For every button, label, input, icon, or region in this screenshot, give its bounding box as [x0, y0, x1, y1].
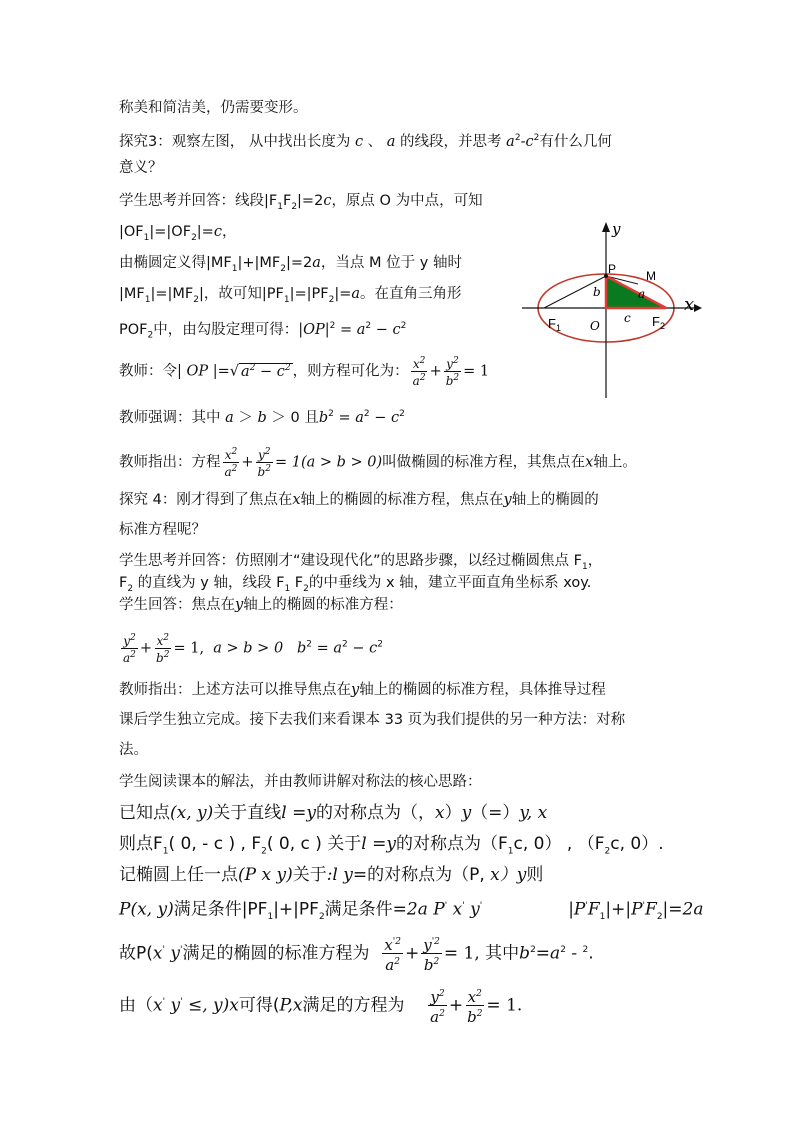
- y-axis-arrow: [602, 222, 610, 232]
- point-p-label: P: [608, 262, 617, 276]
- x-axis-arrow: [694, 304, 702, 312]
- text-line: 意义？: [119, 160, 163, 176]
- text-line: 学生思考并回答：仿照刚才“建设现代化”的思路步骤，以经过椭圆焦点 $F_1$，: [119, 553, 603, 572]
- text-line: $|MF_1|=|MF_2|$，故可知$|PF_1|=|PF_2|=a$。在直角三角形: [119, 286, 462, 305]
- text-line: 标准方程呢？: [119, 522, 206, 538]
- text-line: 教师指出：上述方法可以推导焦点在y轴上的椭圆的标准方程，具体推导过程: [119, 682, 606, 698]
- text-line: 由椭圆定义得$|MF_1|+|MF_2|=2a$，当点 M 位于 y 轴时: [119, 255, 462, 274]
- side-c-label: c: [624, 311, 631, 325]
- text-line: 已知点(x, y)关于直线l =y的对称点为（，x）y（=）y, x: [119, 803, 548, 823]
- text-line: 记椭圆上任一点(P x y)关于:l y=的对称点为（P, x）y则: [119, 865, 544, 885]
- text-line: $\frac{y^2}{a^2}$ + $\frac{x^2}{b^2}$ = 1, a > b > 0 $b^2 = a^2 - c^2$: [123, 633, 384, 665]
- text-line: 教师：令| OP |=√ $a^2 - c^2$ ，则方程可化为： $\frac{x^2}{a^2}$ + $\frac{y^2}{b^2}$ = 1: [119, 356, 490, 388]
- text-line: 探究3：观察左图， 从中找出长度为 c 、 a 的线段，并思考 $a^2-c^2$有什么几何: [119, 133, 612, 150]
- text-line: $F_2$ 的直线为 y 轴，线段 $F_1$ $F_2$的中垂线为 x 轴，建立平面直角坐标系 xoy.: [119, 575, 592, 594]
- text-line: 教师指出：方程 $\frac{x^2}{a^2}$ + $\frac{y^2}{b^2}$ = 1(a > b > 0)叫做椭圆的标准方程，其焦点在x轴上。: [119, 447, 637, 479]
- focus-f2-label: $F_2$: [652, 314, 665, 331]
- text-line: 法。: [119, 742, 148, 758]
- text-line: 称美和简洁美，仍需要变形。: [119, 100, 308, 116]
- text-line: 故P(x' y'满足的椭圆的标准方程为 $\frac{x^{'2}}{a^2}$ + $\frac{y^{'2}}{b^2}$ = 1, 其中$b^2=a^2 - ^2$.: [119, 936, 594, 974]
- text-line: 学生思考并回答：线段$|F_1F_2|=2c$，原点 O 为中点，可知: [119, 193, 483, 212]
- text-line: 学生阅读课本的解法，并由教师讲解对称法的核心思路：: [119, 774, 482, 790]
- text-line: 教师强调：其中 a ＞ b ＞ 0 且$b^2 = a^2 - c^2$: [119, 409, 405, 426]
- side-a-label: a: [638, 287, 646, 301]
- x-axis-label: x: [684, 294, 695, 315]
- text-line: 探究 4：刚才得到了焦点在x轴上的椭圆的标准方程，焦点在y轴上的椭圆的: [119, 492, 599, 508]
- origin-label: O: [590, 319, 600, 333]
- right-triangle: [606, 276, 666, 308]
- text-line: P(x, y)满足条件$|PF_1|+|PF_2$满足条件=2a P' x' y' $|P'F_1|+|P'F_2|=2a$: [119, 899, 704, 923]
- text-line: 学生回答：焦点在y轴上的椭圆的标准方程：: [119, 597, 403, 613]
- text-line: $POF_2$中，由勾股定理可得：$|OP|^2 = a^2 - c^2$: [119, 321, 407, 341]
- focus-f1-label: $F_1$: [548, 316, 561, 333]
- text-line: 由（x' y' ≤, y)x可得(P,x满足的方程为 $\frac{y^2}{a^2}$ + $\frac{x^2}{b^2}$ = 1.: [119, 988, 523, 1026]
- text-line: 则点$F_1$( 0, - c ) , $F_2$( 0, c ) 关于l =y的对称点为（$F_1c$, 0） , （$F_2c$, 0）.: [119, 834, 664, 857]
- side-b-label: b: [593, 285, 601, 299]
- text-line: 课后学生独立完成。接下去我们来看课本 33 页为我们提供的另一种方法：对称: [119, 712, 626, 728]
- ellipse-diagram: [520, 218, 710, 400]
- y-axis-label: y: [612, 220, 621, 238]
- text-line: $|OF_1|=|OF_2|=c$，: [119, 224, 237, 243]
- point-m-label: M: [646, 269, 656, 283]
